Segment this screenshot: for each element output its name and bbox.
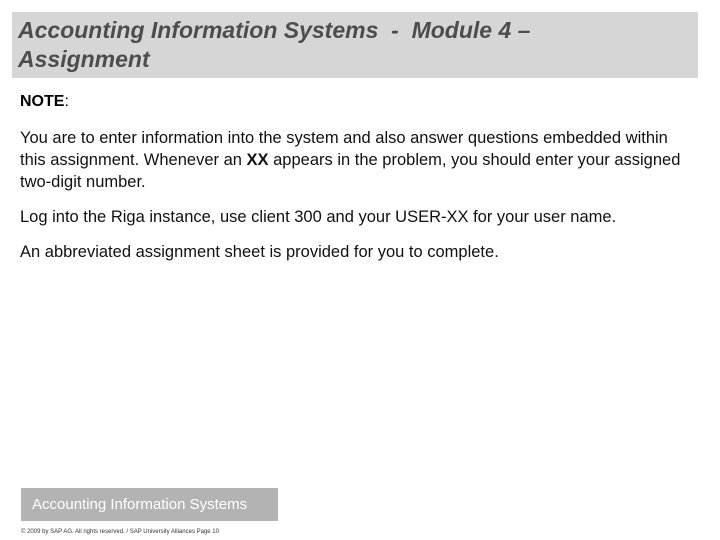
paragraph-assignment-sheet: An abbreviated assignment sheet is provided for you to complete. — [20, 243, 499, 261]
note-label: NOTE — [20, 93, 65, 110]
paragraph-login: Log into the Riga instance, use client 300 and your USER-XX for your user name. — [20, 208, 617, 226]
paragraph-instructions-part1: You are to enter information into the system and also answer questions embedded within this assignment. Whenever an — [20, 129, 668, 169]
xx-placeholder: XX — [246, 151, 269, 169]
footer-box — [21, 488, 278, 521]
paragraph-instructions — [20, 127, 690, 193]
copyright-text: © 2009 by SAP AG. All rights reserved. / SAP University Alliances Page 10 — [21, 529, 219, 535]
slide-title: Accounting Information Systems - Module 4 – Assignment — [18, 17, 531, 72]
title-bar — [12, 12, 698, 78]
note-heading — [20, 93, 690, 111]
note-colon: : — [64, 93, 69, 110]
footer-box-label: Accounting Information Systems — [32, 496, 248, 513]
paragraph-instructions-part2: appears in the problem, you should enter your assigned two-digit number. — [20, 151, 681, 191]
slide-body — [20, 93, 690, 276]
